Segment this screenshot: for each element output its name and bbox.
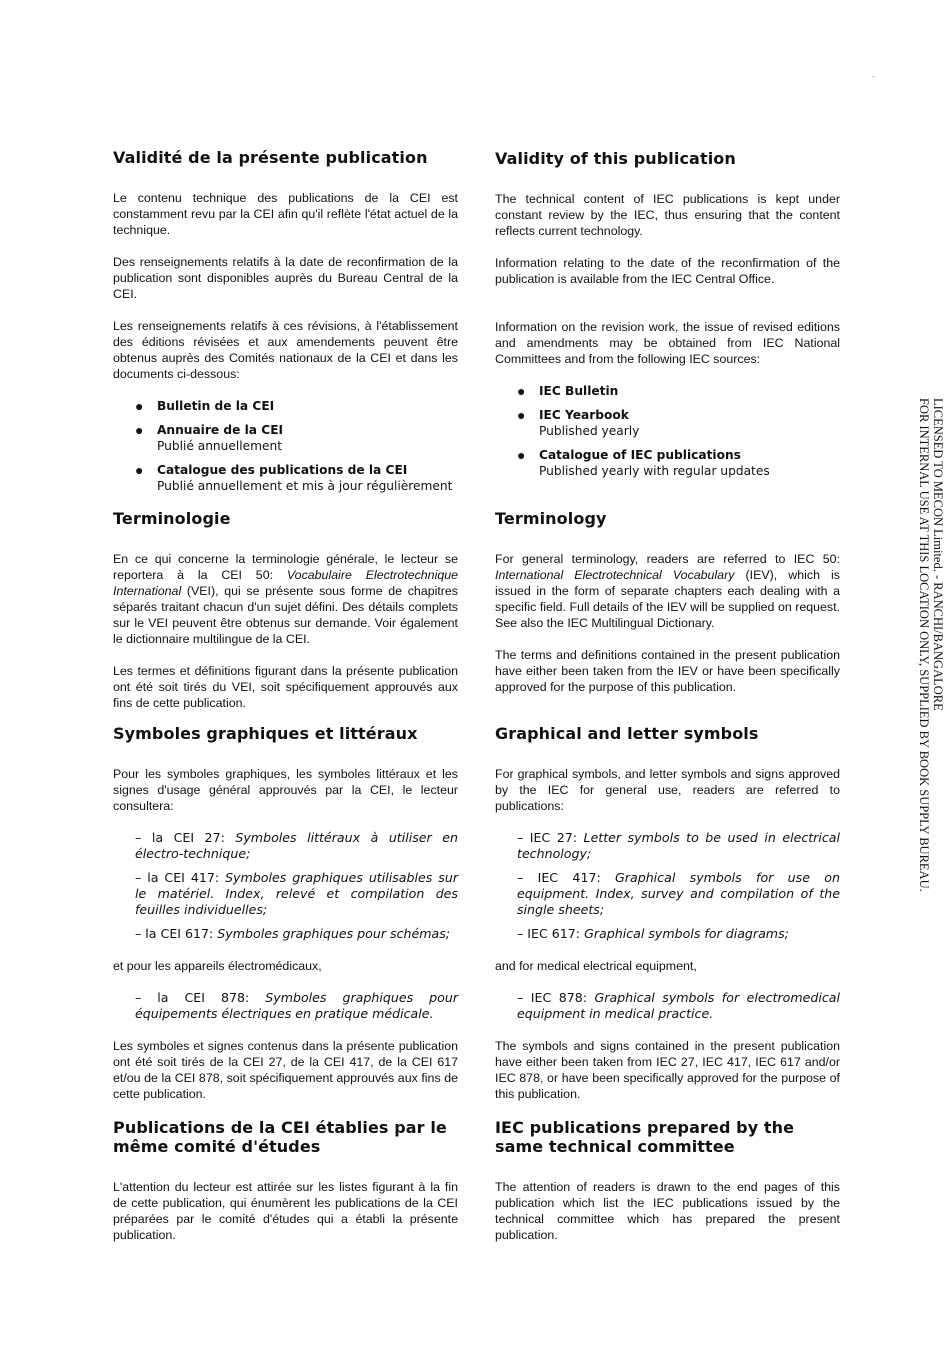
item-ref: – la CEI 27: bbox=[135, 830, 236, 845]
paragraph: and for medical electrical equipment, bbox=[495, 959, 697, 973]
item-title: Bulletin de la CEI bbox=[157, 399, 275, 413]
paragraph: Des renseignements relatifs à la date de reconfirmation de la publication sont disponibles auprès du Bureau Central de la CEI. bbox=[113, 255, 458, 301]
paragraph bbox=[113, 551, 458, 647]
paragraph: For graphical symbols, and letter symbols and signs approved by the IEC for general use, readers are referred to publications: bbox=[495, 767, 840, 813]
list-item bbox=[135, 926, 458, 942]
list-item bbox=[135, 422, 458, 454]
terminology-section-en bbox=[495, 509, 840, 711]
publications-section-en bbox=[495, 1118, 840, 1259]
publication-title: International Electrotechnical Vocabulary bbox=[495, 568, 735, 582]
source-list bbox=[113, 398, 458, 494]
symbols-section-en bbox=[495, 724, 840, 1118]
paragraph: Le contenu technique des publications de la CEI est constamment revu par la CEI afin qu'il reflète l'état actuel de la technique. bbox=[113, 191, 458, 237]
validity-section-en bbox=[495, 149, 840, 487]
section-heading: Validity of this publication bbox=[495, 149, 736, 168]
paragraph: Les symboles et signes contenus dans la présente publication ont été soit tirés de la CEI 27, de la CEI 417, de la CEI 617 et/ou de la CEI 878, soit spécifiquement approuvés aux fins de cette publication. bbox=[113, 1039, 458, 1101]
item-ref: – IEC 27: bbox=[517, 830, 584, 845]
section-heading: Validité de la présente publication bbox=[113, 148, 428, 167]
bullet-icon: ● bbox=[135, 462, 144, 478]
license-line: FOR INTERNAL USE AT THIS LOCATION ONLY, SUPPLIED BY BOOK SUPPLY BUREAU. bbox=[917, 398, 931, 892]
text-run: (VEI), qui se présente sous forme de chapitres séparés traitant chacun d'un sujet défini. Des détails complets sur le VEI peuvent être obtenus sur demande. Voir également le dictionnaire multilingue de la CEI. bbox=[113, 584, 458, 646]
item-subtitle: Published yearly with regular updates bbox=[539, 464, 770, 478]
item-subtitle: Publié annuellement bbox=[157, 439, 283, 453]
section-heading: Symboles graphiques et littéraux bbox=[113, 724, 418, 743]
list-item bbox=[135, 990, 458, 1022]
item-ref: – la CEI 617: bbox=[135, 926, 218, 941]
item-ref: – IEC 878: bbox=[517, 990, 595, 1005]
item-title: Catalogue of IEC publications bbox=[539, 448, 741, 462]
list-item bbox=[517, 990, 840, 1022]
text-run: For general terminology, readers are referred to IEC 50: bbox=[495, 552, 840, 566]
paragraph bbox=[495, 551, 840, 631]
bullet-icon: ● bbox=[135, 422, 144, 438]
list-item bbox=[135, 870, 458, 918]
list-item bbox=[517, 830, 840, 862]
publication-title: Vocabulaire Electrotechnique International bbox=[113, 568, 458, 598]
item-ref: – la CEI 878: bbox=[135, 990, 266, 1005]
item-ref: – la CEI 417: bbox=[135, 870, 226, 885]
item-ref: – IEC 617: bbox=[517, 926, 585, 941]
section-heading: Terminologie bbox=[113, 509, 231, 528]
license-line: LICENSED TO MECON Limited. - RANCHI/BANGALORE bbox=[931, 398, 945, 711]
list-item bbox=[517, 383, 840, 399]
text-run: En ce qui concerne la terminologie générale, le lecteur se reportera à la CEI 50: bbox=[113, 552, 458, 582]
item-subtitle: Published yearly bbox=[539, 424, 640, 438]
paragraph: The attention of readers is drawn to the end pages of this publication which list the IEC publications issued by the technical committee which has prepared the present publication. bbox=[495, 1180, 840, 1242]
source-list bbox=[495, 383, 840, 479]
paragraph: Les renseignements relatifs à ces révisions, à l'établissement des éditions révisées et aux amendements peuvent être obtenus auprès des Comités nationaux de la CEI et dans les documents ci-dessous: bbox=[113, 319, 458, 381]
paragraph: L'attention du lecteur est attirée sur les listes figurant à la fin de cette publication, qui énumèrent les publications de la CEI préparées par le comité d'études qui a établi la présente publication. bbox=[113, 1180, 458, 1242]
validity-section-fr bbox=[113, 148, 458, 502]
terminology-section-fr bbox=[113, 509, 458, 727]
paragraph: Information relating to the date of the reconfirmation of the publication is available from the IEC Central Office. bbox=[495, 256, 840, 286]
publication-list bbox=[495, 830, 840, 942]
license-stamp-text bbox=[915, 398, 945, 938]
item-title: Catalogue des publications de la CEI bbox=[157, 463, 408, 477]
bullet-icon: ● bbox=[517, 383, 526, 399]
item-title: Annuaire de la CEI bbox=[157, 423, 284, 437]
publications-section-fr bbox=[113, 1118, 458, 1259]
list-item bbox=[135, 830, 458, 862]
paragraph: Pour les symboles graphiques, les symboles littéraux et les signes d'usage général approuvés par la CEI, le lecteur consultera: bbox=[113, 767, 458, 813]
list-item bbox=[135, 462, 458, 494]
bullet-icon: ● bbox=[517, 407, 526, 423]
item-subtitle: Publié annuellement et mis à jour régulièrement bbox=[157, 479, 453, 493]
text-run: (IEV), which is issued in the form of separate chapters each dealing with a specific field. Full details of the IEV will be supplied on request. See also the IEC Multilingual Dictionary. bbox=[495, 568, 841, 630]
item-title: Graphical symbols for diagrams; bbox=[584, 926, 789, 941]
item-title: Symboles littéraux à utiliser en électro-technique; bbox=[135, 830, 458, 861]
item-title: Symboles graphiques utilisables sur le matériel. Index, relevé et compilation des feuilles individuelles; bbox=[135, 870, 458, 917]
paragraph: Les termes et définitions figurant dans la présente publication ont été soit tirés du VEI, soit spécifiquement approuvés aux fins de cette publication. bbox=[113, 664, 458, 710]
paragraph: et pour les appareils électromédicaux, bbox=[113, 959, 322, 973]
symbols-section-fr bbox=[113, 724, 458, 1118]
item-title: IEC Bulletin bbox=[539, 384, 619, 398]
section-heading: Graphical and letter symbols bbox=[495, 724, 759, 743]
item-ref: – IEC 417: bbox=[517, 870, 616, 885]
item-title: Letter symbols to be used in electrical technology; bbox=[517, 830, 840, 861]
paragraph: Information on the revision work, the issue of revised editions and amendments may be obtained from IEC National Committees and from the following IEC sources: bbox=[495, 320, 840, 366]
section-heading: IEC publications prepared by the same technical committee bbox=[495, 1118, 795, 1156]
item-title: IEC Yearbook bbox=[539, 408, 629, 422]
list-item bbox=[517, 926, 840, 942]
publication-list bbox=[495, 990, 840, 1022]
section-heading: Terminology bbox=[495, 509, 607, 528]
paragraph: The technical content of IEC publications is kept under constant review by the IEC, thus ensuring that the content reflects current technology. bbox=[495, 192, 840, 238]
section-heading: Publications de la CEI établies par le même comité d'études bbox=[113, 1118, 447, 1156]
license-stamp bbox=[915, 398, 945, 938]
bullet-icon: ● bbox=[517, 447, 526, 463]
paragraph: The symbols and signs contained in the present publication have either been taken from IEC 27, IEC 417, IEC 617 and/or IEC 878, or have been specifically approved for the purpose of this publication. bbox=[495, 1039, 840, 1101]
paragraph: The terms and definitions contained in the present publication have either been taken from the IEV or have been specifically approved for the purpose of this publication. bbox=[495, 648, 840, 694]
publication-list bbox=[113, 830, 458, 942]
item-title: Graphical symbols for use on equipment. Index, survey and compilation of the single sheets; bbox=[517, 870, 840, 917]
list-item bbox=[135, 398, 458, 414]
list-item bbox=[517, 407, 840, 439]
item-title: Symboles graphiques pour équipements électriques en pratique médicale. bbox=[135, 990, 458, 1021]
publication-list bbox=[113, 990, 458, 1022]
page-speck bbox=[872, 76, 875, 77]
bullet-icon: ● bbox=[135, 398, 144, 414]
item-title: Symboles graphiques pour schémas; bbox=[217, 926, 451, 941]
list-item bbox=[517, 447, 840, 479]
list-item bbox=[517, 870, 840, 918]
item-title: Graphical symbols for electromedical equipment in medical practice. bbox=[517, 990, 840, 1021]
